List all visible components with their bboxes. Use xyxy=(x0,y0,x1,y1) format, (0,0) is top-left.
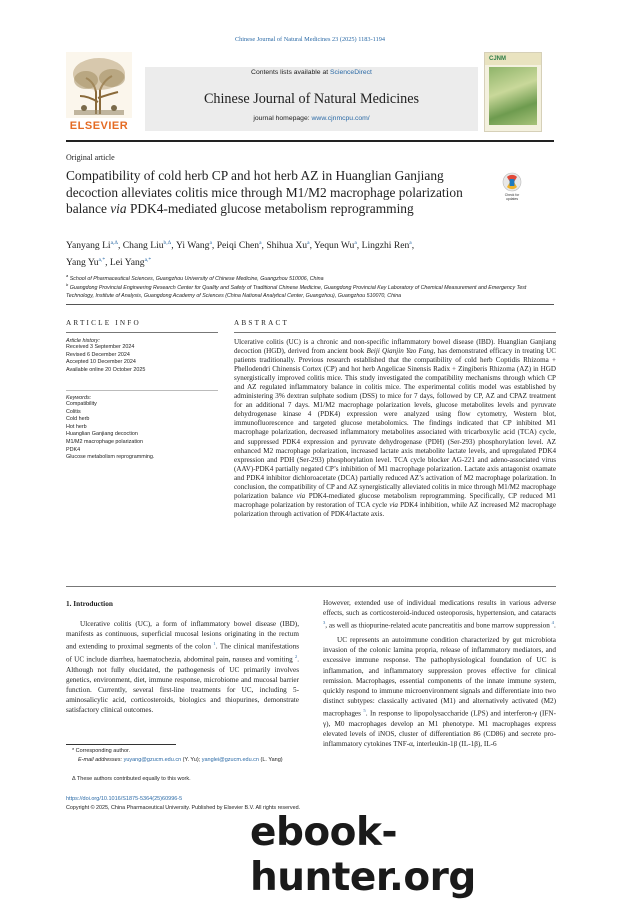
doi-link[interactable]: https://doi.org/10.1016/S1875-5364(25)60996-5 xyxy=(66,796,183,802)
abstract-via-2: via xyxy=(389,500,398,509)
keyword-item: Glucose metabolism reprogramming. xyxy=(66,454,155,461)
abstract-end-rule xyxy=(66,586,556,587)
author-affiliation-marker[interactable]: a xyxy=(209,240,212,246)
keyword-item: Colitis xyxy=(66,408,81,415)
journal-cover-image xyxy=(484,52,542,132)
keyword-item: Hot herb xyxy=(66,423,87,430)
history-label: Article history: xyxy=(66,338,100,344)
author-separator: , xyxy=(309,240,315,252)
abstract-part-1: Ulcerative colitis (UC) is a chronic and non-specific inflammatory bowel disease (IBD). Huanglian Ganjiang decoction (HGD), derived from ancient book xyxy=(234,338,556,356)
sciencedirect-link[interactable]: ScienceDirect xyxy=(330,69,372,76)
author-affiliation-marker[interactable]: a xyxy=(354,240,357,246)
homepage-link[interactable]: www.cjnmcpu.com/ xyxy=(311,115,370,122)
intro-right-text-1: However, extended use of individual medications results in various adverse effects, such as corticosteroid-induced osteoporosis, hypertension, and cataracts xyxy=(323,599,556,618)
author-separator: , xyxy=(356,240,362,252)
affil-b-marker: b xyxy=(66,282,69,287)
title-text: Compatibility of cold herb CP and hot herb AZ in Huanglian Ganjiang decoction alleviates colitis mice through M1/M2 macrophage polarization balance xyxy=(66,168,463,217)
author-name[interactable]: Chang Liu xyxy=(122,240,164,252)
check-for-updates-icon[interactable] xyxy=(500,172,524,204)
author-name[interactable]: Yi Wang xyxy=(176,240,210,252)
author-name[interactable]: Lingzhi Ren xyxy=(361,240,410,252)
introduction-heading: 1. Introduction xyxy=(66,599,113,608)
equal-contribution-note: Δ These authors contributed equally to this work. xyxy=(72,776,191,782)
corresponding-author-note: * Corresponding author. xyxy=(72,748,131,754)
author-separator: , xyxy=(171,240,177,252)
article-history xyxy=(66,338,218,374)
masthead-rule xyxy=(66,140,554,142)
email-yu-link[interactable]: yuyang@gzucm.edu.cn xyxy=(123,757,182,763)
ref-1-link[interactable]: 1 xyxy=(213,641,216,647)
abstract-rule xyxy=(234,332,556,333)
header-rule xyxy=(66,304,554,305)
intro-left-text-2: . The clinical manifestations of UC include diarrhea, haematochezia, abdominal pain, nausea and vomiting xyxy=(66,642,300,664)
abstract-part-4: PDK4 inhibition, while AZ increased M2 macrophage polarization through activation of PDK4/lactate axis. xyxy=(234,500,556,518)
history-rule xyxy=(66,390,218,391)
abstract-heading: ABSTRACT xyxy=(234,319,290,327)
watermark: ebook-hunter.org xyxy=(250,810,476,900)
keyword-item: Cold herb xyxy=(66,416,90,423)
author-name[interactable]: Yang Yu xyxy=(66,257,99,269)
ref-2-link[interactable]: 2 xyxy=(294,654,298,659)
affil-a-marker: a xyxy=(66,273,69,278)
author-name[interactable]: Yanyang Li xyxy=(66,240,111,252)
author-affiliation-marker[interactable]: a,Δ xyxy=(110,240,118,246)
author-affiliation-marker[interactable]: b,Δ xyxy=(163,240,172,246)
keyword-item: Huanglian Ganjiang decoction xyxy=(66,431,138,438)
article-type: Original article xyxy=(66,153,115,162)
intro-right-paragraph-2 xyxy=(323,635,556,750)
email-yang-link[interactable]: yanglei@gzucm.edu.cn xyxy=(201,757,259,763)
author-name[interactable]: Peiqi Chen xyxy=(216,240,260,252)
author-separator: , xyxy=(261,240,267,252)
ref-5-link[interactable]: 5 xyxy=(363,708,366,714)
article-info-heading: ARTICLE INFO xyxy=(66,319,141,327)
ref-3-link[interactable]: 3 xyxy=(323,620,326,626)
author-separator: , xyxy=(105,257,110,269)
copyright-notice: Copyright © 2025, China Pharmaceutical University. Published by Elsevier B.V. All rights reserved. xyxy=(66,805,301,811)
keyword-item: PDK4 xyxy=(66,446,81,453)
affil-a-text: School of Pharmaceutical Sciences, Guangzhou University of Chinese Medicine, Guangzhou 510006, China xyxy=(69,275,324,282)
abstract-via-1: via xyxy=(296,491,306,500)
author-separator: , xyxy=(211,240,217,252)
author-separator: , xyxy=(411,240,415,252)
abstract-book-title: Beiji Qianjin Yao Fang xyxy=(366,347,434,356)
cover-label: CJNM xyxy=(485,53,541,65)
keyword-item: Compatibility xyxy=(66,401,97,407)
intro-right-column xyxy=(323,598,556,750)
intro-right-text-2: , as well as thiopurine-related acute pancreatitis and bone marrow suppression xyxy=(325,621,550,630)
intro-left-column xyxy=(66,619,299,716)
email-yu-name: (Y. Yu); xyxy=(181,757,202,763)
abstract-part-2: , has demonstrated efficacy in treating UC patients traditionally. Previous research established that the compatibility of cold herb Coptidis Rhizoma + Phellodendri Chinensis Cortex (CP) and hot herb Angelicae Sinensis Radix + Zingiberis Rhizoma (AZ) in HGD synergistically improved colitis mice. This study investigated the compatibility mechanisms through which CP and AZ regulated inflammatory balance in colitis mice. The experimental colitis model was established by administering 3% dextran sulphate sodium (DSS) to mice for 7 days, followed by CP, AZ and CPAZ treatment for an additional 7 days. M1/M2 macrophage polarization levels, glucose metabolites levels and pyruvate dehydrogenase kinase 4 (PDK4) expression were analyzed using flow cytometry, Western blot, immunofluorescence and targeted glucose metabolomics. The findings indicated that CP inhibited M1 macrophage polarization, decreased inflammatory metabolites associated with tricarboxylic acid (TCA) cycle, and suppressed PDK4 expression and pyruvate dehydrogenase (PDH) (Ser-293) phosphorylation level. AZ enhanced M2 macrophage polarization, increased lactate axis metabolite lactate levels, and upregulated PDK4 expression and PDH (Ser-293) phosphorylation level. TCA cycle blocker AG-221 and adeno-associated virus (AAV)-PDK4 partially negated CP’s inhibition of M1 macrophage polarization. Lactate axis antagonist oxamate and PDK4 inhibitor dichloroacetate (DCA) partially reduced AZ’s activation of M2 macrophage polarization. In conclusion, the compatibility of CP and AZ synergistically alleviated colitis in mice through M1/M2 macrophage polarization balance xyxy=(234,347,556,500)
history-online: Available online 20 October 2025 xyxy=(66,366,146,373)
history-received: Received 3 September 2024 xyxy=(66,344,135,350)
crossmark-label-2: updates xyxy=(505,197,519,201)
available-prefix: Contents lists available at xyxy=(251,69,329,76)
email-addresses xyxy=(78,757,314,764)
author-name[interactable]: Shihua Xu xyxy=(266,240,308,252)
author-affiliation-marker[interactable]: a xyxy=(259,240,262,246)
author-list xyxy=(66,236,506,270)
email-label: E-mail addresses: xyxy=(78,757,123,763)
author-name[interactable]: Yequn Wu xyxy=(314,240,355,252)
intro-left-text-1: Ulcerative colitis (UC), a form of inflammatory bowel disease (IBD), manifests as continuous, superficial mucosal lesions originating in the rectum and extending to proximal segments of the colon xyxy=(66,620,299,651)
running-header[interactable]: Chinese Journal of Natural Medicines 23 (2025) 1183-1194 xyxy=(234,36,386,43)
intro-right-text-5: . In response to lipopolysaccharide (LPS) and interferon-γ (IFN-γ), M0 macrophages develop an M1 phenotype. M1 macrophages express elevated levels of iNOS, cluster of differentiation 86 (CD86) and secrete pro-inflammatory cytokines TNF-α, interleukin-1β (IL-1β), IL-6 xyxy=(323,709,557,749)
crossmark-label-1: Check for xyxy=(504,193,520,197)
author-name[interactable]: Lei Yang xyxy=(109,257,145,269)
title-text-end: PDK4-mediated glucose metabolism reprogramming xyxy=(126,201,414,217)
author-affiliation-marker[interactable]: a xyxy=(409,240,412,246)
available-at xyxy=(145,69,478,76)
affil-b-text: Guangdong Provincial Engineering Research Center for Quality and Safety of Traditional Chinese Medicine, Guangdong Provincial Key Laboratory of Chemical Measurement and Emergency Test Technology, Institute of Analysis, Guangdong Academy of Sciences (China National Analytical Center, Guangzhou), Guangzhou 510070, China xyxy=(66,284,527,299)
intro-left-text-3: . Although not fully elucidated, the pathogenesis of UC primarily involves genetics, environment, diet, immune response, microbiome and mucosal barrier function. Currently, several first-line treatments for UC, including 5-aminosalicylic acid, corticosteroids, biologics and thiopurines, demonstrate satisfactory clinical outcomes. xyxy=(66,655,299,715)
publisher-logo-text: ELSEVIER xyxy=(69,120,129,132)
author-affiliation-marker[interactable]: a,* xyxy=(98,257,106,264)
footnote-rule xyxy=(66,744,176,745)
journal-title: Chinese Journal of Natural Medicines xyxy=(203,91,420,107)
article-title xyxy=(66,168,496,218)
intro-right-text-3: . xyxy=(553,621,556,630)
keyword-item: M1/M2 macrophage polarization xyxy=(66,438,144,445)
keywords xyxy=(66,395,218,462)
homepage-prefix: journal homepage: xyxy=(253,115,310,122)
author-affiliation-marker[interactable]: a,* xyxy=(144,257,152,264)
intro-right-paragraph-1 xyxy=(323,598,556,631)
journal-homepage xyxy=(145,115,478,122)
cover-artwork xyxy=(489,67,537,125)
abstract-part-3: PDK4-mediated glucose metabolism reprogramming. Specifically, CP reduced M1 macrophage polarization by restoration of TCA cycle xyxy=(234,491,556,509)
history-revised: Revised 6 December 2024 xyxy=(66,351,130,358)
article-info-rule xyxy=(66,332,218,333)
abstract-text xyxy=(234,338,556,519)
history-accepted: Accepted 10 December 2024 xyxy=(66,359,136,366)
intro-right-text-4: UC represents an autoimmune condition characterized by gut microbiota invasion of the colonic lamina propria, release of inflammatory mediators, and excessive immune response. The pathophysiological foundation of UC is inflammation, and inflammatory suppression proves effective for clinical remission. Macrophages, essential components of the innate immune system, quickly respond to immune microenvironment signals and differentiate into two distinct subtypes: classically activated (M1) and alternatively activated (M2) macrophages xyxy=(323,636,556,718)
affiliation-b xyxy=(66,281,552,300)
email-yang-name: (L. Yang) xyxy=(258,757,283,763)
keywords-label: Keywords: xyxy=(66,395,92,401)
title-italic: via xyxy=(110,201,127,217)
author-affiliation-marker[interactable]: a xyxy=(307,240,310,246)
author-separator: , xyxy=(117,240,123,252)
ref-4-link[interactable]: 4 xyxy=(551,620,554,626)
